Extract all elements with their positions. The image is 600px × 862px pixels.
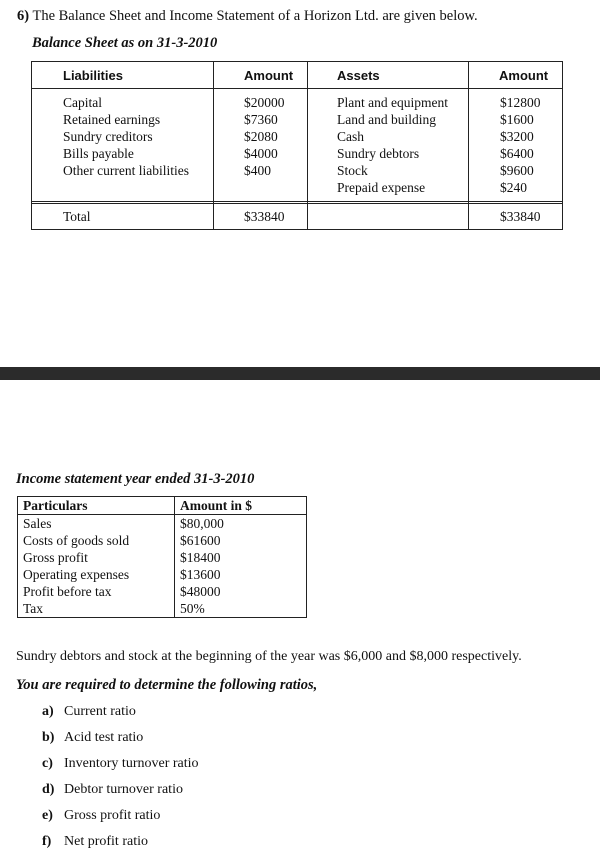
particular-name: Operating expenses	[23, 567, 130, 582]
page-separator	[0, 367, 600, 380]
ratio-label: Inventory turnover ratio	[64, 756, 199, 771]
particular-name: Tax	[23, 601, 44, 616]
asset-amount: $9600	[500, 163, 534, 178]
column-divider	[174, 497, 175, 617]
note-text: Sundry debtors and stock at the beginning of the year was $6,000 and $8,000 respectively.	[16, 649, 522, 664]
question-number: 6)	[17, 8, 30, 24]
asset-name: Land and building	[337, 112, 436, 127]
asset-amount: $3200	[500, 129, 534, 144]
particulars-list	[23, 515, 129, 617]
liabilities-list	[63, 94, 189, 179]
liability-amount: $7360	[244, 112, 278, 127]
ratio-letter: b)	[42, 730, 55, 745]
asset-name: Plant and equipment	[337, 95, 448, 110]
question-text: The Balance Sheet and Income Statement of a Horizon Ltd. are given below.	[32, 8, 478, 24]
asset-name: Prepaid expense	[337, 180, 426, 195]
particular-name: Costs of goods sold	[23, 533, 130, 548]
ratio-item	[42, 730, 143, 746]
ratio-letter: d)	[42, 782, 55, 797]
liability-amount: $400	[244, 163, 271, 178]
ratio-label: Debtor turnover ratio	[64, 782, 183, 797]
income-statement-table	[17, 496, 307, 618]
assets-amounts	[500, 94, 541, 196]
particular-amount: $80,000	[180, 516, 224, 531]
balance-sheet-table	[31, 61, 563, 230]
income-statement-heading: Income statement year ended 31-3-2010	[16, 471, 255, 487]
asset-name: Cash	[337, 129, 364, 144]
asset-amount: $6400	[500, 146, 534, 161]
total-left: $33840	[244, 209, 285, 224]
asset-amount: $12800	[500, 95, 541, 110]
particular-name: Gross profit	[23, 550, 88, 565]
ratio-item	[42, 704, 136, 720]
liability-name: Capital	[63, 95, 102, 110]
ratio-letter: c)	[42, 756, 53, 771]
assets-list	[337, 94, 448, 196]
ratio-item	[42, 756, 199, 772]
header-amount: Amount in $	[180, 498, 253, 513]
particular-name: Sales	[23, 516, 52, 531]
particular-amount: 50%	[180, 601, 205, 616]
total-label: Total	[63, 209, 91, 224]
asset-amount: $1600	[500, 112, 534, 127]
header-liabilities: Liabilities	[63, 68, 123, 83]
liability-name: Other current liabilities	[63, 163, 189, 178]
particular-name: Profit before tax	[23, 584, 112, 599]
ratio-item	[42, 782, 183, 798]
ratio-letter: e)	[42, 808, 53, 823]
total-right: $33840	[500, 209, 541, 224]
liability-name: Bills payable	[63, 146, 134, 161]
particulars-amounts	[180, 515, 224, 617]
balance-sheet-heading: Balance Sheet as on 31-3-2010	[32, 35, 218, 51]
liability-amount: $2080	[244, 129, 278, 144]
particular-amount: $13600	[180, 567, 221, 582]
ratio-label: Acid test ratio	[64, 730, 144, 745]
liability-name: Retained earnings	[63, 112, 161, 127]
ratio-item	[42, 808, 160, 824]
asset-name: Sundry debtors	[337, 146, 420, 161]
ratio-label: Gross profit ratio	[64, 808, 161, 823]
total-divider	[32, 201, 562, 204]
header-assets: Assets	[337, 68, 380, 83]
ratio-label: Net profit ratio	[64, 834, 148, 849]
particular-amount: $61600	[180, 533, 221, 548]
liability-amount: $4000	[244, 146, 278, 161]
liability-amount: $20000	[244, 95, 285, 110]
question-title	[17, 8, 478, 25]
liability-name: Sundry creditors	[63, 129, 153, 144]
liabilities-amounts	[244, 94, 285, 179]
particular-amount: $18400	[180, 550, 221, 565]
required-text: You are required to determine the following ratios,	[16, 677, 318, 693]
header-divider	[32, 88, 562, 89]
asset-amount: $240	[500, 180, 527, 195]
particular-amount: $48000	[180, 584, 221, 599]
ratio-label: Current ratio	[64, 704, 136, 719]
header-particulars: Particulars	[23, 498, 88, 513]
ratio-letter: a)	[42, 704, 54, 719]
ratio-letter: f)	[42, 834, 52, 849]
ratio-item	[42, 834, 148, 850]
header-amount-left: Amount	[244, 68, 294, 83]
asset-name: Stock	[337, 163, 368, 178]
header-amount-right: Amount	[499, 68, 549, 83]
